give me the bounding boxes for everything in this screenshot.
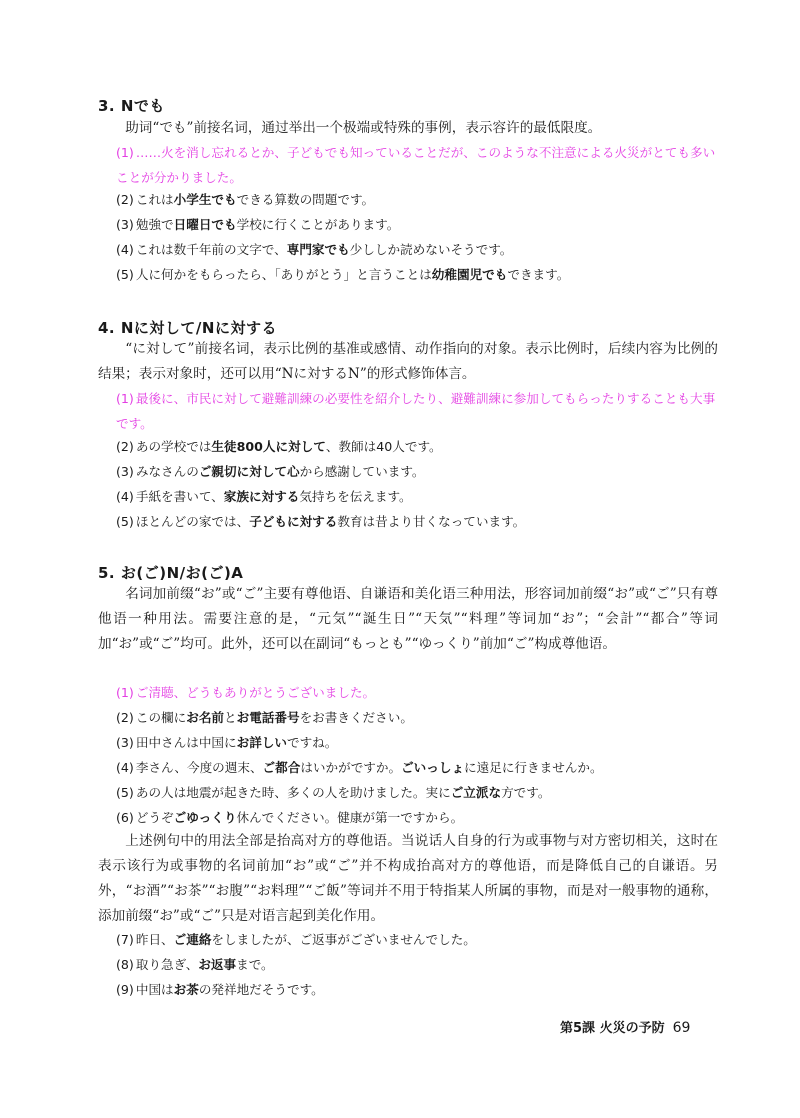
example-keyword: お詳しい: [236, 735, 287, 750]
example-number: (3): [116, 217, 134, 232]
example-text: 中国は: [135, 982, 174, 997]
example-keyword: 幼稚園児でも: [431, 267, 508, 282]
example-keyword: ご都合: [262, 760, 301, 775]
example-keyword: ご親切に対して心: [198, 464, 300, 479]
example-number: (8): [116, 957, 134, 972]
section-5-description: 名词加前缀“お”或“ご”主要有尊他语、自谦语和美化语三种用法，形容词加前缀“お”或“ご”只有尊他语一种用法。需要注意的是，“元気”“誕生日”“天気”“料理”等词加“お”；“会計”“都合”等词加“お”或“ご”均可。此外，还可以在副词“もっとも”“ゆっくり”前加“ご”构成尊他语。: [98, 586, 718, 652]
example-number: (2): [116, 710, 134, 725]
example-text: の発祥地だそうです。: [198, 982, 324, 997]
example-number: (2): [116, 192, 134, 207]
example-text: 取り急ぎ、: [135, 957, 199, 972]
example-keyword: 家族に対する: [223, 489, 300, 504]
example-keyword: 専門家でも: [286, 242, 350, 257]
example-number: (2): [116, 439, 134, 454]
section-4-example-1: [116, 386, 716, 436]
example-keyword: お名前: [186, 710, 224, 725]
example-text: 方です。: [501, 785, 551, 800]
example-number: (1): [116, 391, 134, 406]
section-4-title: 4. Nに対して/Nに対する: [98, 319, 277, 337]
example-text: に遠足に行きませんか。: [464, 760, 603, 775]
section-4-example-2: [116, 438, 442, 456]
example-number: (4): [116, 489, 134, 504]
example-number: (5): [116, 514, 134, 529]
page-number: 69: [672, 1020, 691, 1036]
example-keyword: ごいっしょ: [401, 760, 465, 775]
example-text: 学校に行くことがあります。: [236, 217, 400, 232]
example-keyword: 日曜日でも: [173, 217, 237, 232]
example-text: 休んでください。健康が第一ですから。: [236, 810, 464, 825]
section-5-explanation: 上述例句中的用法全部是抬高对方的尊他语。当说话人自身的行为或事物与对方密切相关，这时在表示该行为或事物的名词前加“お”或“ご”并不构成抬高对方的尊他语，而是降低自己的自谦语。另外，“お酒”“お茶”“お腹”“お料理”“ご飯”等词并不用于特指某人所属的事物，而是对一般事物的通称，添加前缀“お”或“ご”只是对语言起到美化作用。: [98, 833, 718, 924]
section-3-description: 助词“でも”前接名词，通过举出一个极端或特殊的事例，表示容许的最低限度。: [125, 120, 602, 136]
example-text: 気持ちを伝えます。: [299, 489, 412, 504]
section-4-example-4: [116, 488, 412, 506]
example-number: (4): [116, 760, 134, 775]
section-5-example-6: [116, 809, 463, 827]
example-text: 最後に、市民に対して避難訓練の必要性を紹介したり、避難訓練に参加してもらったりすることも大事です。: [116, 391, 716, 431]
section-3-example-4: [116, 241, 512, 259]
section-3-example-3: [116, 216, 399, 234]
example-text: 少ししか読めないそうです。: [349, 242, 513, 257]
page-footer: [560, 1017, 690, 1036]
example-keyword: ごゆっくり: [173, 810, 237, 825]
example-number: (3): [116, 464, 134, 479]
example-number: (9): [116, 982, 134, 997]
section-4-example-5: [116, 513, 525, 531]
section-3-title: 3. Nでも: [98, 97, 165, 115]
example-text: まで。: [236, 957, 274, 972]
example-number: (4): [116, 242, 134, 257]
section-3-example-1: [116, 140, 716, 190]
example-number: (1): [116, 145, 134, 160]
example-text: あの学校では: [135, 439, 212, 454]
example-keyword: ご連絡: [173, 932, 212, 947]
section-5-example-8: [116, 956, 274, 974]
example-number: (3): [116, 735, 134, 750]
example-text: と: [224, 710, 237, 725]
example-text: 、教師は40人です。: [325, 439, 442, 454]
example-number: (5): [116, 785, 134, 800]
section-5-example-7: [116, 931, 476, 949]
example-keyword: 生徒800人に対して: [211, 439, 326, 454]
example-keyword: お茶: [173, 982, 199, 997]
example-text: 昨日、: [135, 932, 174, 947]
section-5-example-9: [116, 981, 324, 999]
lesson-title: 第5課 火災の予防: [560, 1021, 665, 1036]
example-text: 田中さんは中国に: [135, 735, 237, 750]
example-text: をお書きください。: [299, 710, 413, 725]
example-keyword: 小学生でも: [173, 192, 237, 207]
example-number: (5): [116, 267, 134, 282]
example-text: ……火を消し忘れるとか、子どもでも知っていることだが、このような不注意による火災がとても多いことが分かりました。: [116, 145, 716, 185]
example-text: 手紙を書いて、: [135, 489, 224, 504]
section-5-example-3: [116, 734, 337, 752]
section-5-example-4: [116, 759, 603, 777]
section-5-example-2: [116, 709, 413, 727]
example-text: 李さん、今度の週末、: [135, 760, 263, 775]
example-text: これは: [135, 192, 174, 207]
section-5-example-1: [116, 684, 375, 702]
example-text: あの人は地震が起きた時、多くの人を助けました。実に: [135, 785, 451, 800]
example-text: どうぞ: [135, 810, 174, 825]
section-4-example-3: [116, 463, 425, 481]
example-text: ですね。: [286, 735, 338, 750]
example-text: をしましたが、ご返事がございませんでした。: [211, 932, 476, 947]
section-5-example-5: [116, 784, 550, 802]
example-text: これは数千年前の文字で、: [135, 242, 287, 257]
example-text: ご清聴、どうもありがとうございました。: [135, 685, 376, 700]
example-text: できます。: [507, 267, 570, 282]
example-number: (7): [116, 932, 134, 947]
section-5-title: 5. お(ご)N/お(ご)A: [98, 564, 244, 582]
example-text: 人に何かをもらったら、「ありがとう」と言うことは: [135, 267, 432, 282]
section-4-description: “に対して”前接名词，表示比例的基准或感情、动作指向的对象。表示比例时，后续内容为比例的结果；表示对象时，还可以用“Nに対するN”的形式修饰体言。: [98, 341, 718, 382]
example-keyword: お返事: [198, 957, 237, 972]
example-text: から感謝しています。: [299, 464, 425, 479]
example-number: (6): [116, 810, 134, 825]
example-keyword: 子どもに対する: [249, 514, 338, 529]
section-3-example-2: [116, 191, 374, 209]
example-text: はいかがですか。: [300, 760, 402, 775]
example-text: みなさんの: [135, 464, 199, 479]
example-text: 教育は昔より甘くなっています。: [337, 514, 526, 529]
example-keyword: お電話番号: [236, 710, 300, 725]
section-3-example-5: [116, 266, 569, 284]
example-text: この欄に: [135, 710, 187, 725]
example-text: 勉強で: [135, 217, 174, 232]
example-text: ほとんどの家では、: [135, 514, 250, 529]
example-number: (1): [116, 685, 134, 700]
example-text: できる算数の問題です。: [236, 192, 375, 207]
example-keyword: ご立派な: [450, 785, 502, 800]
